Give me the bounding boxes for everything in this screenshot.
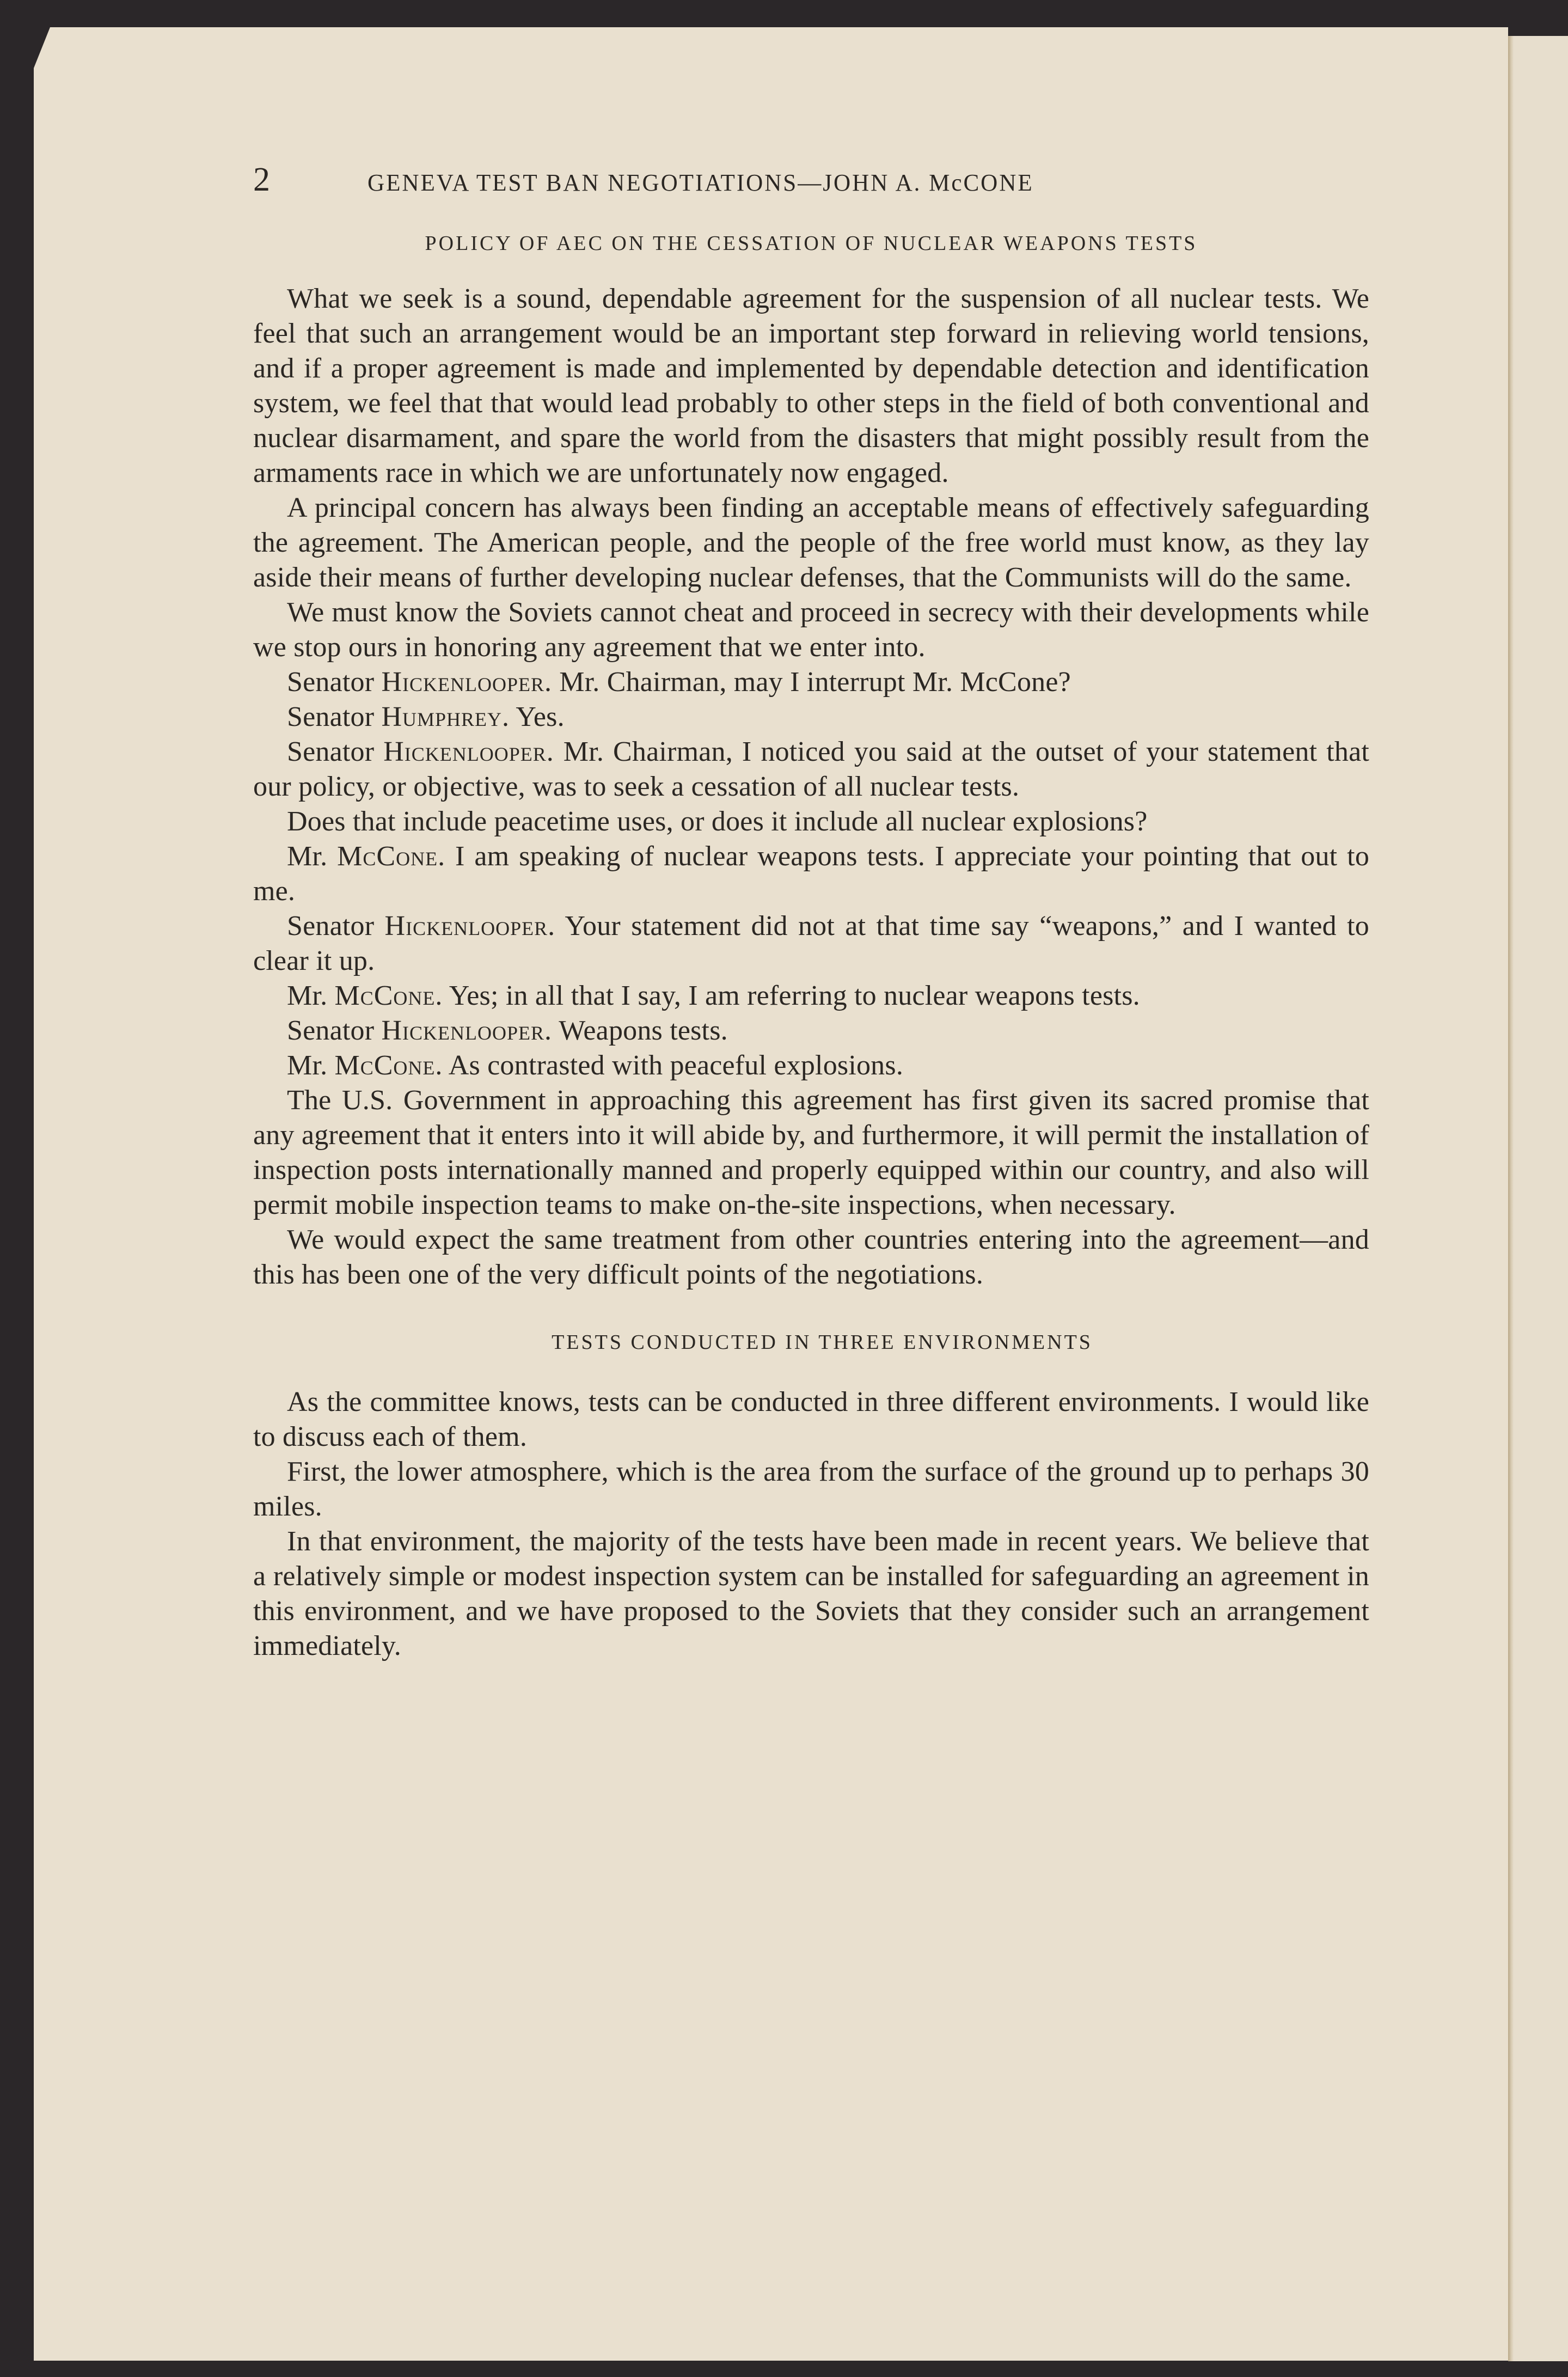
- body-paragraph: [253, 1385, 1369, 1455]
- dialogue-paragraph: [253, 665, 1369, 700]
- page-gutter: [1508, 36, 1514, 2361]
- speaker-title: Mr.: [287, 841, 328, 872]
- paragraph-text: Mr. Chairman, may I interrupt Mr. McCone?: [559, 667, 1071, 698]
- dialogue-paragraph: [253, 1048, 1369, 1083]
- body-paragraph: [253, 595, 1369, 665]
- body-paragraph: [253, 282, 1369, 491]
- dialogue-paragraph: [253, 909, 1369, 979]
- adjacent-page-edge: [1514, 36, 1568, 2361]
- paragraph-text: Yes.: [516, 701, 565, 732]
- speaker-name: Hickenlooper.: [381, 667, 553, 698]
- section-title: POLICY OF AEC ON THE CESSATION OF NUCLEAR WEAPONS TESTS: [425, 232, 1198, 255]
- dialogue-paragraph: [253, 1013, 1369, 1048]
- dialogue-paragraph: [253, 700, 1369, 735]
- speaker-title: Senator: [287, 911, 375, 942]
- speaker-title: Senator: [287, 1015, 375, 1046]
- body-paragraph: [253, 1223, 1369, 1292]
- paragraph-text: Mr. Chairman, I noticed you said at the outset of your statement that our policy, or objective, was to seek a cessation of all nuclear tests.: [253, 736, 1369, 802]
- dialogue-paragraph: [253, 979, 1369, 1013]
- speaker-name: Hickenlooper.: [384, 911, 556, 942]
- body-paragraph: [253, 491, 1369, 595]
- page-number: 2: [253, 161, 270, 198]
- speaker-name: McCone.: [337, 841, 446, 872]
- body-paragraph: [253, 804, 1369, 839]
- body-paragraph: [253, 1455, 1369, 1524]
- section-body: [253, 282, 1369, 1292]
- section-environments: [253, 1330, 1369, 1664]
- paragraph-text: I am speaking of nuclear weapons tests. I appreciate your pointing that out to me.: [253, 841, 1370, 907]
- paragraph-text: A principal concern has always been finding an acceptable means of effectively safeguarding the agreement. The American people, and the people of the free world must know, as they lay aside their means of further developing nuclear defenses, that the Communists will do the same.: [253, 492, 1369, 593]
- paragraph-text: We must know the Soviets cannot cheat and proceed in secrecy with their developments while we stop ours in honoring any agreement that we enter into.: [253, 597, 1369, 663]
- speaker-name: Hickenlooper.: [381, 1015, 553, 1046]
- section-title: TESTS CONDUCTED IN THREE ENVIRONMENTS: [552, 1331, 1093, 1354]
- dialogue-paragraph: [253, 735, 1369, 804]
- paragraph-text: As contrasted with peaceful explosions.: [448, 1050, 904, 1081]
- speaker-title: Senator: [287, 736, 375, 767]
- paragraph-text: Does that include peacetime uses, or does it include all nuclear explosions?: [287, 806, 1148, 837]
- paragraph-text: What we seek is a sound, dependable agreement for the suspension of all nuclear tests. We feel that such an arrangement would be an important step forward in relieving world tensions, and if a proper agreement is made and implemented by dependable detection and identification system, we feel that that would lead probably to other steps in the field of both conventional and nuclear disarmament, and spare the world from the disasters that might possibly result from the armaments race in which we are unfortunately now engaged.: [253, 283, 1369, 488]
- speaker-name: Hickenlooper.: [383, 736, 554, 767]
- section-policy: [253, 231, 1369, 1292]
- speaker-title: Senator: [287, 701, 375, 732]
- body-paragraph: [253, 1524, 1369, 1664]
- paragraph-text: We would expect the same treatment from other countries entering into the agreement—and this has been one of the very difficult points of the negotiations.: [253, 1224, 1369, 1290]
- paragraph-text: In that environment, the majority of the tests have been made in recent years. We believe that a relatively simple or modest inspection system can be installed for safeguarding an agreement in this environment, and we have proposed to the Soviets that they consider such an arrangement immediately.: [253, 1526, 1369, 1661]
- running-head-title: GENEVA TEST BAN NEGOTIATIONS—JOHN A. McCONE: [367, 169, 1034, 196]
- paragraph-text: As the committee knows, tests can be conducted in three different environments. I would like to discuss each of them.: [253, 1386, 1369, 1452]
- paragraph-text: First, the lower atmosphere, which is the area from the surface of the ground up to perhaps 30 miles.: [253, 1456, 1369, 1522]
- running-head: [253, 161, 1369, 210]
- dialogue-paragraph: [253, 839, 1369, 909]
- speaker-title: Mr.: [287, 980, 328, 1011]
- text-column: [253, 161, 1369, 1664]
- section-body: [253, 1385, 1369, 1664]
- body-paragraph: [253, 1083, 1369, 1223]
- paragraph-text: Weapons tests.: [559, 1015, 728, 1046]
- paragraph-text: Your statement did not at that time say “weapons,” and I wanted to clear it up.: [253, 911, 1369, 976]
- paragraph-text: Yes; in all that I say, I am referring to nuclear weapons tests.: [449, 980, 1140, 1011]
- paragraph-text: The U.S. Government in approaching this agreement has first given its sacred promise that any agreement that it enters into it will abide by, and furthermore, it will permit the installation of inspection posts internationally manned and properly equipped within our country, and also will permit mobile inspection teams to make on-the-site inspections, when necessary.: [253, 1085, 1369, 1220]
- speaker-name: McCone.: [334, 1050, 443, 1081]
- speaker-title: Senator: [287, 667, 375, 698]
- speaker-name: McCone.: [334, 980, 443, 1011]
- speaker-title: Mr.: [287, 1050, 328, 1081]
- speaker-name: Humphrey.: [381, 701, 510, 732]
